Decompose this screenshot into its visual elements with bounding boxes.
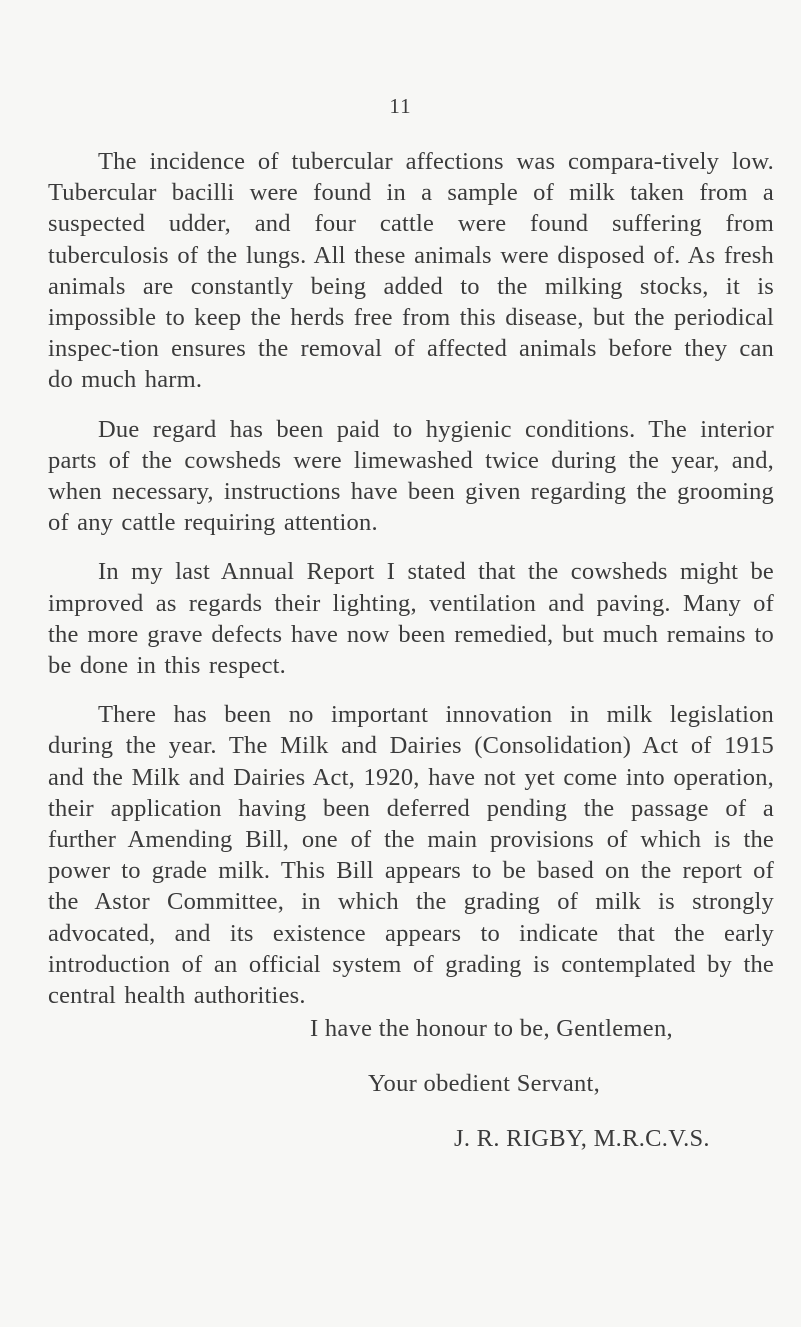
paragraph-cowshed-improvements: In my last Annual Report I stated that the cowsheds might be improved as regards their lighting, ventilation and paving. Many of the more grave defects have now been remedied, but much remains to be done in this respect. — [48, 558, 774, 680]
closing-servant: Your obedient Servant, — [368, 1070, 601, 1097]
body-text — [48, 146, 774, 1029]
paragraph-tubercular-affections: The incidence of tubercular affections was compara-tively low. Tubercular bacilli were found in a sample of milk taken from a suspected udder, and four cattle were found suffering from tuberculosis of the lungs. All these animals were disposed of. As fresh animals are constantly being added to the milking stocks, it is impossible to keep the herds free from this disease, but the periodical inspec-tion ensures the removal of affected animals before they can do much harm. — [48, 148, 774, 394]
signature: J. R. RIGBY, M.R.C.V.S. — [454, 1125, 710, 1152]
paragraph-milk-legislation: There has been no important innovation in milk legislation during the year. The Milk and Dairies (Consolidation) Act of 1915 and the Milk and Dairies Act, 1920, have not yet come into operation, their application having been deferred pending the passage of a further Amending Bill, one of the main provisions of which is the power to grade milk. This Bill appears to be based on the report of the Astor Committee, in which the grading of milk is strongly advocated, and its existence appears to indicate that the early introduction of an official system of grading is contemplated by the central health authorities. — [48, 701, 774, 1010]
closing-salutation: I have the honour to be, Gentlemen, — [310, 1015, 673, 1042]
page-number: 11 — [389, 94, 412, 118]
paragraph-hygienic-conditions: Due regard has been paid to hygienic conditions. The interior parts of the cowsheds were limewashed twice during the year, and, when necessary, instructions have been given regarding the grooming of any cattle requiring attention. — [48, 415, 774, 537]
